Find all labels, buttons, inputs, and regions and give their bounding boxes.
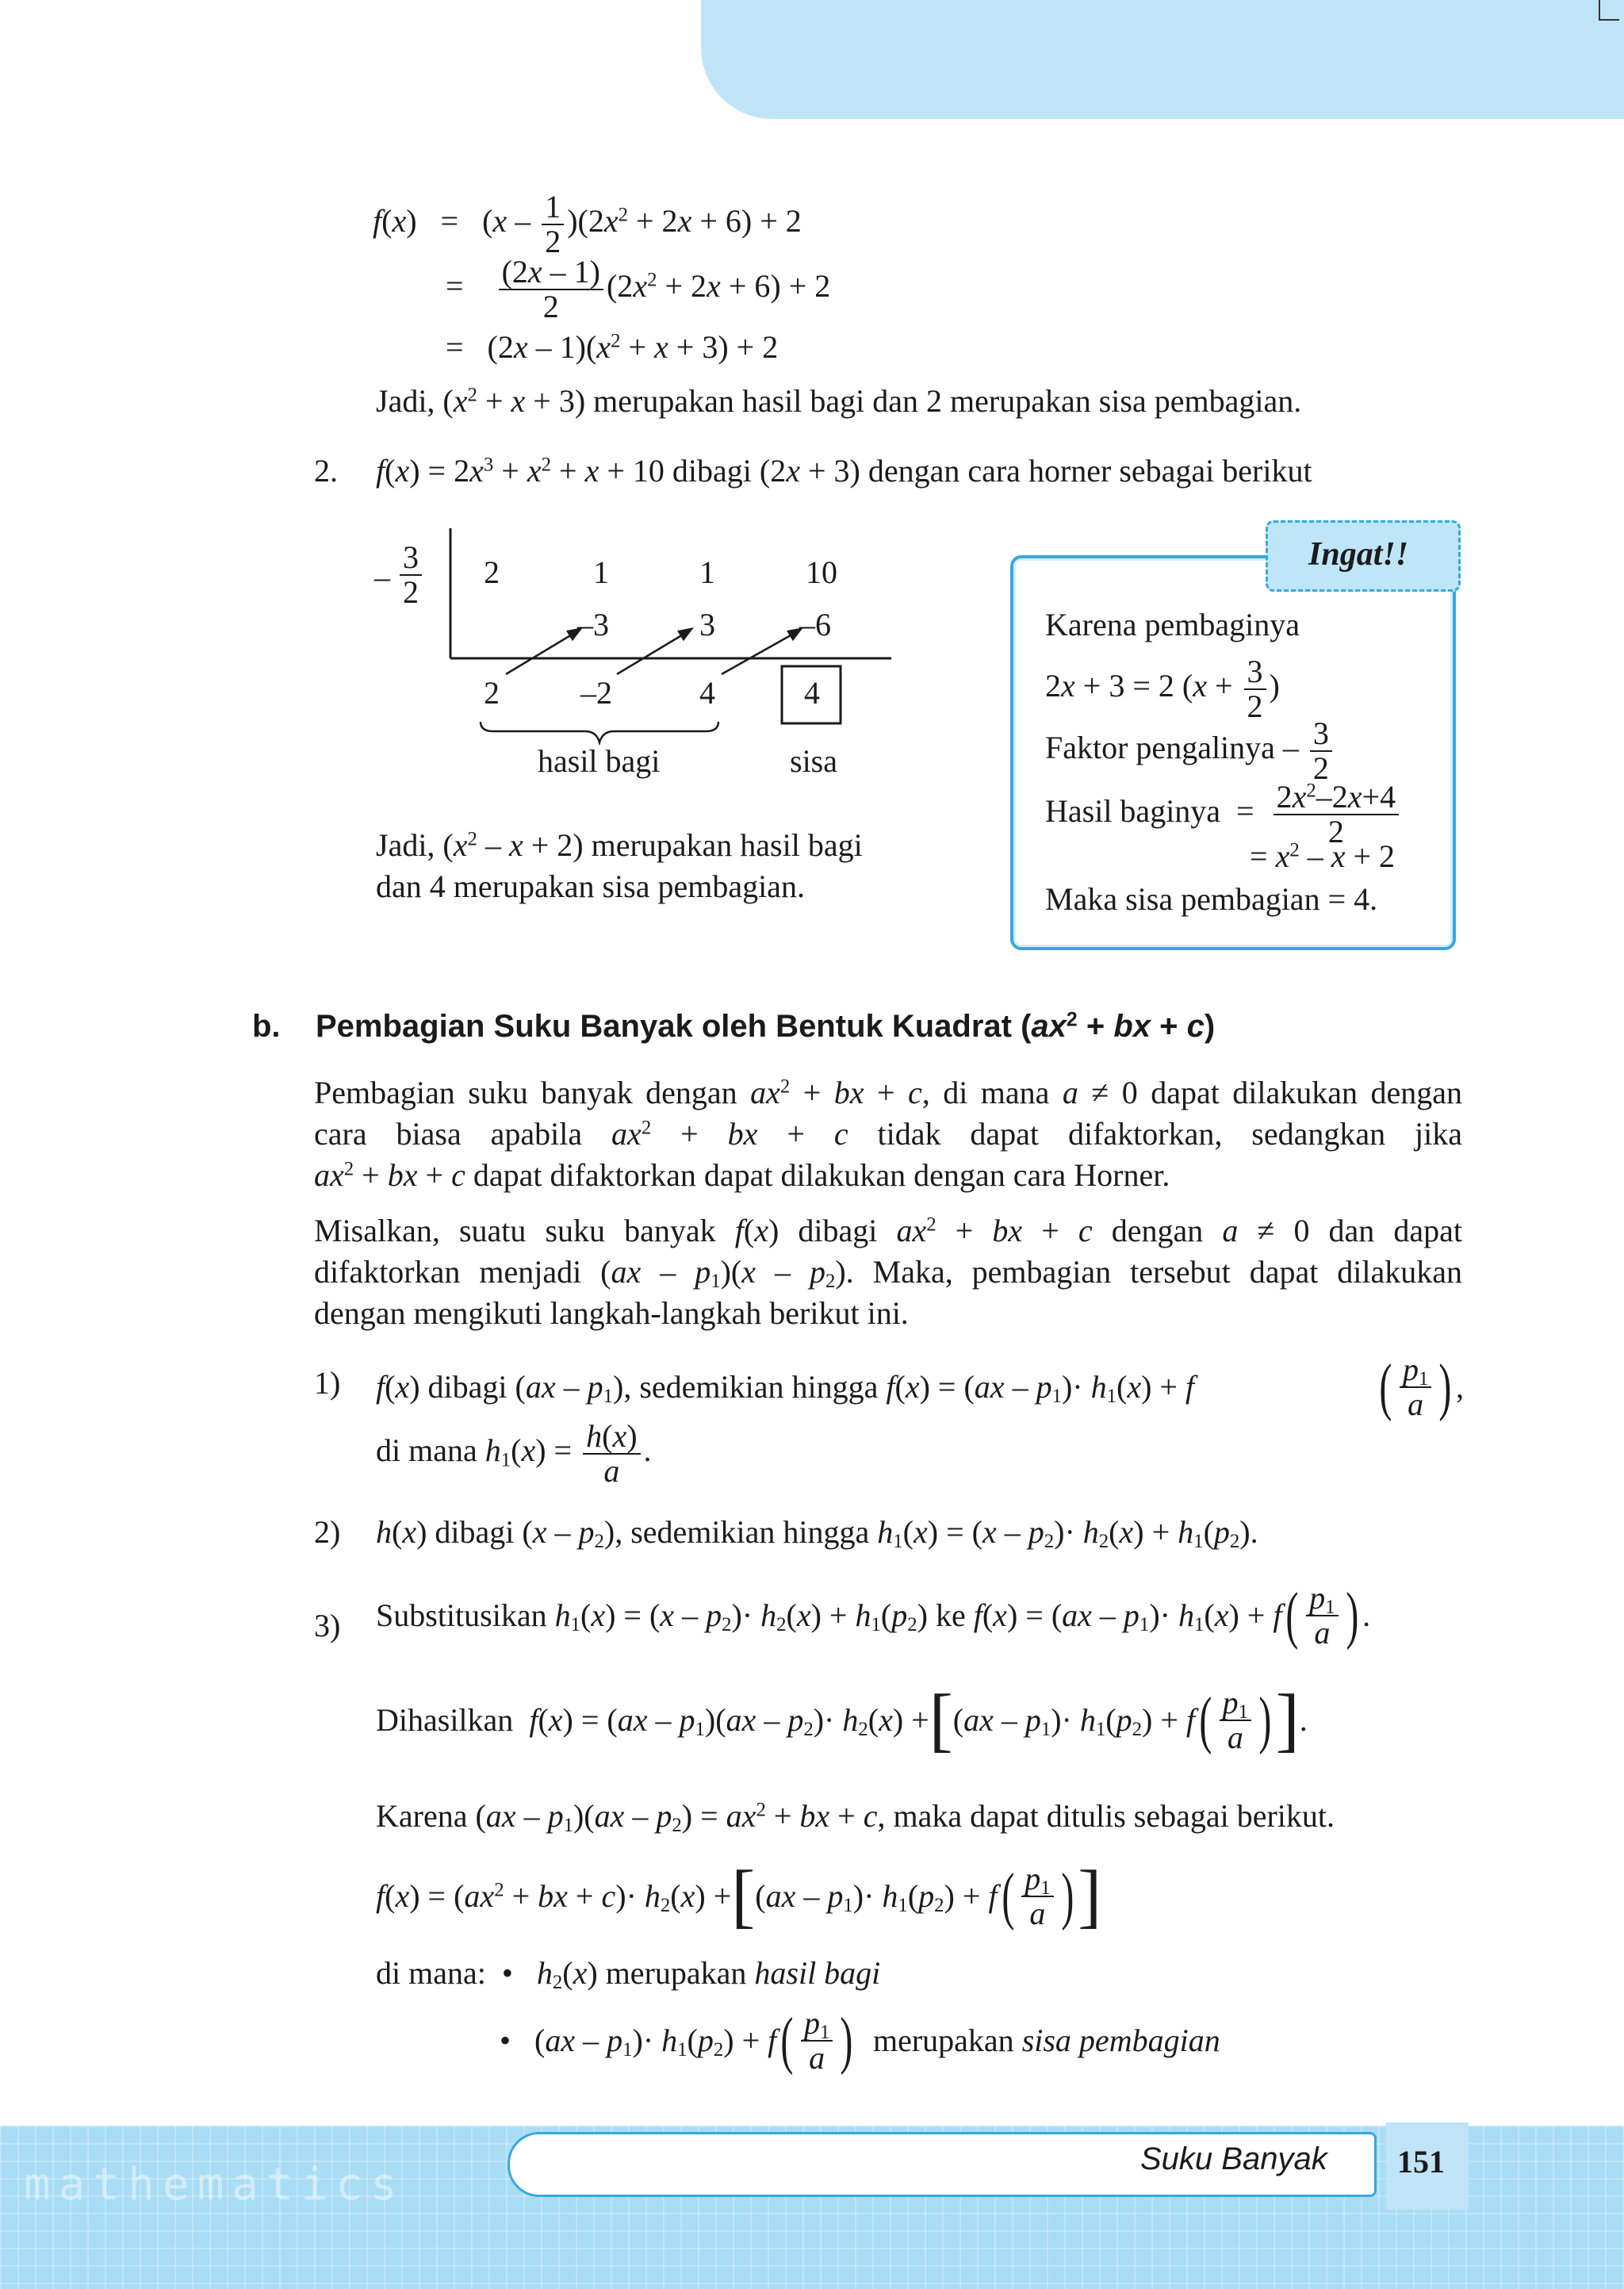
step3-text: Substitusikan $h_1(x) = (x - p_2)\cdot h_2(x) + h_1(p_2)$ ke $f(x) = (ax - p_1)\cdot h_1(x) + f$ ( $\frac{p_1}{a}$ ) . xyxy=(376,1580,1371,1651)
ingat-line-4: Hasil baginya = $\frac{2x^2-2x+4}{2}$ xyxy=(1045,780,1402,849)
footer-page-number: 151 xyxy=(1397,2144,1445,2180)
label-sisa: sisa xyxy=(790,743,837,779)
step1-definition: di mana $h_1(x)$ = $\frac{h(x)}{a}$ . xyxy=(376,1418,652,1489)
dimana-line-2: • $(ax - p_1)\cdot h_1(p_2) + f$ ( $\frac{p_1}{a}$ ) merupakan sisa pembagian xyxy=(500,2005,1220,2076)
ingat-title: Ingat!! xyxy=(1308,536,1409,573)
step2-number: 2) xyxy=(314,1514,341,1550)
item2-statement: $f(x) = 2x^3 + x^2 + x + 10$ dibagi (2x + 3) dengan cara horner sebagai berikut xyxy=(376,453,1312,489)
para1-line-2: cara biasa apabila $ax^2$ + bx + c tidak dapat difaktorkan, sedangkan jika xyxy=(314,1116,1463,1152)
item2-number: 2. xyxy=(314,453,338,489)
solution1-conclusion: Jadi, $(x^2 + x + 3)$ merupakan hasil bagi dan 2 merupakan sisa pembagian. xyxy=(376,383,1302,419)
horner-row3-c3: 4 xyxy=(699,675,715,711)
dihasilkan-label: Dihasilkan xyxy=(376,1702,514,1738)
fx-line-3: = $(2x - 1)(x^2 + x + 3) + 2$ xyxy=(446,329,779,365)
karena-line: Karena $(ax - p_1)(ax - p_2) = ax^2$ + bx + c, maka dapat ditulis sebagai berikut. xyxy=(376,1798,1335,1837)
ingat-line-6: Maka sisa pembagian = 4. xyxy=(1045,881,1378,917)
step1-number: 1) xyxy=(314,1365,341,1401)
horner-row3-c1: 2 xyxy=(484,675,500,711)
horner-row2-c4: –6 xyxy=(799,607,831,642)
crop-mark xyxy=(1599,0,1619,21)
section-b-title: Pembagian Suku Banyak oleh Bentuk Kuadrat ($ax^2$ + bx + c) xyxy=(316,1009,1216,1044)
footer-chapter: Suku Banyak xyxy=(1140,2141,1327,2176)
ingat-line-1: Karena pembaginya xyxy=(1045,607,1300,642)
ingat-line-2: 2x + 3 = 2 (x + $\frac{3}{2}$ ) xyxy=(1045,654,1280,724)
fx-line-2: = $\frac{(2x - 1)}{2}$ $(2x^2 + 2x + 6) + 2$ xyxy=(446,254,831,324)
horner-row2-c3: 3 xyxy=(699,607,715,642)
item2-conclusion-1: Jadi, $(x^2 - x + 2)$ merupakan hasil bagi xyxy=(376,827,863,863)
footer-watermark: mathematics xyxy=(24,2159,405,2210)
horner-row1-c3: 1 xyxy=(699,554,715,590)
horner-remainder: 4 xyxy=(804,675,820,711)
dihasilkan-line: Dihasilkan $f(x) = (ax - p_1)(ax - p_2)\cdot h_2(x)$ + [ $(ax - p_1)\cdot h_1(p_2) + f$ ( $\frac{p_1}{a}$ ) ] . xyxy=(376,1681,1308,1759)
horner-row2-c2: –3 xyxy=(577,607,609,642)
horner-row1-c2: 1 xyxy=(593,554,609,590)
ingat-line-3: Faktor pengalinya – $\frac{3}{2}$ xyxy=(1045,717,1335,785)
fx-line-1: f(x) = (x – $\frac{1}{2}$ )$(2x^2 + 2x + 6) + 2$ xyxy=(373,189,802,259)
item2-conclusion-2: dan 4 merupakan sisa pembagian. xyxy=(376,868,805,904)
step2-text: h(x) dibagi $(x - p_2)$, sedemikian hingga $h_1(x) = (x - p_2)\cdot h_2(x) + h_1(p_2)$. xyxy=(376,1514,1258,1553)
para1-line-1: Pembagian suku banyak dengan $ax^2$ + bx + c, di mana a ≠ 0 dapat dilakukan dengan xyxy=(314,1075,1462,1110)
para1-line-3: $ax^2$ + bx + c dapat difaktorkan dapat dilakukan dengan cara Horner. xyxy=(314,1157,1170,1193)
final-formula: $f(x) = (ax^2$ + bx + $c)\cdot h_2(x)$ + [ $(ax - p_1)\cdot h_1(p_2) + f$ ( $\frac{p_1}{a}$ ) ] xyxy=(376,1857,1102,1935)
para2-line-2: difaktorkan menjadi $(ax - p_1)(x - p_2)$. Maka, pembagian tersebut dapat dilakukan xyxy=(314,1254,1463,1293)
para2-line-3: dengan mengikuti langkah-langkah berikut ini. xyxy=(314,1295,909,1331)
step1-text: f(x) dibagi $(ax - p_1)$, sedemikian hingga $f(x) = (ax - p_1)\cdot h_1(x) + f$ ( $\frac{p_1}{a}$ ) , xyxy=(376,1352,1464,1422)
horner-row3-c2: –2 xyxy=(580,675,612,711)
horner-row1-c4: 10 xyxy=(806,554,837,590)
section-b-label: b. xyxy=(252,1009,281,1044)
step3-number: 3) xyxy=(314,1608,341,1643)
horner-divisor-sign: – xyxy=(374,559,390,595)
para2-line-1: Misalkan, suatu suku banyak f(x) dibagi $ax^2$ + bx + c dengan a ≠ 0 dan dapat xyxy=(314,1213,1463,1248)
header-tab xyxy=(701,0,1624,119)
horner-diagram xyxy=(365,523,904,793)
dimana-line-1: di mana: • $h_2(x)$ merupakan hasil bagi xyxy=(376,1955,881,1994)
ingat-line-5: = $x^2 - x + 2$ xyxy=(1250,838,1396,874)
horner-row1-c1: 2 xyxy=(484,554,500,590)
horner-divisor: $\frac{3}{2}$ xyxy=(400,541,422,609)
label-hasil-bagi: hasil bagi xyxy=(538,743,661,779)
